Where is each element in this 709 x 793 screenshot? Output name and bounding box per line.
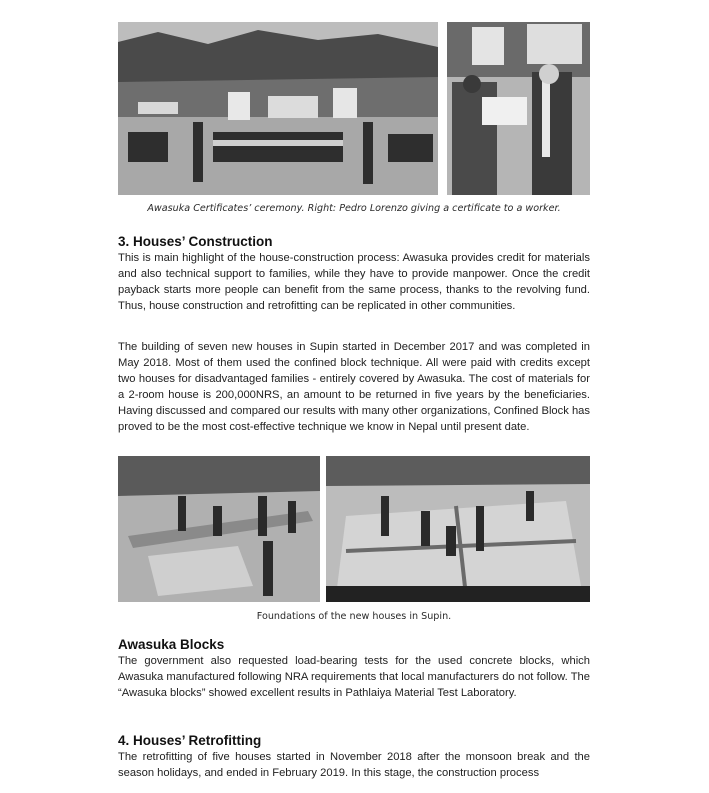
foundations-photo-left [118,456,320,602]
foundations-photo-right [326,456,590,602]
construction-heading: 3. Houses’ Construction [118,234,273,249]
construction-paragraph-2: The building of seven new houses in Supin started in December 2017 and was completed in May 2018. Most of them used the confined block technique. All were paid with credits except two houses for disadvantaged families - entirely covered by Awasuka. The cost of materials for a 2-room house is 200,000NRS, an amount to be returned in five years by the beneficiaries. Having discussed and compared our results with many other organizations, Confined Block has proved to be the most cost-effective technique we know in Nepal until present date. [118,341,590,433]
ceremony-caption: Awasuka Certificates’ ceremony. Right: Pedro Lorenzo giving a certificate to a worker. [147,203,561,214]
blocks-heading: Awasuka Blocks [118,637,225,652]
retrofitting-paragraph-1: The retrofitting of five houses started in November 2018 after the monsoon break and the season holidays, and ended in February 2019. In this stage, the construction process [118,751,590,779]
blocks-paragraph-1: The government also requested load-bearing tests for the used concrete blocks, which Awasuka manufactured following NRA requirements that local manufacturers do not follow. The “Awasuka blocks” showed excellent results in Pathlaiya Material Test Laboratory. [118,655,590,699]
certificate-photo [447,22,590,195]
retrofitting-heading: 4. Houses’ Retrofitting [118,733,262,748]
ceremony-photo [118,22,438,195]
foundations-caption: Foundations of the new houses in Supin. [256,611,452,622]
construction-paragraph-1: This is main highlight of the house-construction process: Awasuka provides credit for materials and also technical support to families, while they have to provide manpower. Once the credit payback starts more people can benefit from the same process, thanks to the revolving fund. Thus, house construction and retrofitting can be replicated in other communities. [118,252,590,312]
